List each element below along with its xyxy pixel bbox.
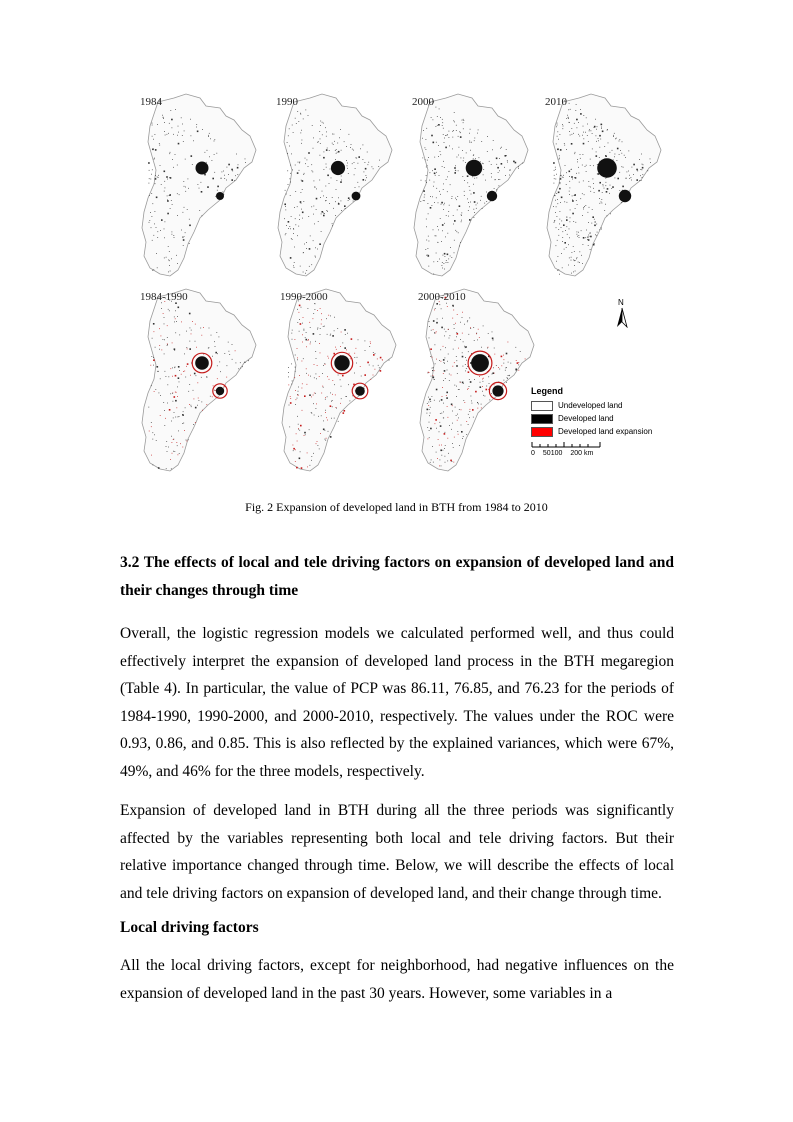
region-map bbox=[134, 287, 264, 477]
scale-bar bbox=[531, 441, 676, 457]
paragraph: Overall, the logistic regression models we calculated performed well, and thus could effectively interpret the expansion of developed land process in the BTH megaregion (Table 4). In particular, the value of PCP was 86.11, 76.85, and 76.23 for the periods of 1984-1990, 1990-2000, and 2000-2010, respectively. The values under the ROC were 0.93, 0.86, and 0.85. This is also reflected by the explained variances, which were 67%, 49%, and 46% for the three models, respectively. bbox=[120, 625, 674, 780]
region-map bbox=[134, 92, 264, 282]
map-panel-7 bbox=[412, 287, 542, 477]
section-heading: 3.2 The effects of local and tele driving factors on expansion of developed land and their changes through time bbox=[120, 554, 674, 599]
map-legend bbox=[531, 386, 676, 457]
legend-label: Developed land bbox=[558, 414, 614, 423]
legend-swatch bbox=[531, 414, 553, 424]
legend-item-expansion bbox=[531, 425, 676, 438]
legend-title: Legend bbox=[531, 386, 564, 396]
map-label: 1990 bbox=[276, 96, 298, 108]
map-label: 1984 bbox=[140, 96, 162, 108]
map-panel-5 bbox=[134, 287, 264, 477]
map-label: 2000 bbox=[412, 96, 434, 108]
map-panel-3 bbox=[406, 92, 536, 282]
legend-swatch bbox=[531, 427, 553, 437]
scale-label: 50100 bbox=[542, 450, 563, 457]
scale-label: 200 km bbox=[570, 450, 594, 457]
legend-label: Developed land expansion bbox=[558, 427, 653, 436]
scale-label: 0 bbox=[531, 450, 535, 457]
figure-caption: Fig. 2 Expansion of developed land in BTH from 1984 to 2010 bbox=[245, 500, 548, 514]
region-map bbox=[539, 92, 669, 282]
legend-swatch bbox=[531, 401, 553, 411]
map-panel-6 bbox=[274, 287, 404, 477]
map-label: 1990-2000 bbox=[280, 291, 328, 303]
figure-2 bbox=[134, 92, 674, 477]
north-arrow-icon bbox=[614, 298, 630, 328]
legend-item-developed bbox=[531, 412, 676, 425]
north-label: N bbox=[618, 298, 624, 307]
map-label: 2000-2010 bbox=[418, 291, 466, 303]
map-panel-1 bbox=[134, 92, 264, 282]
region-map bbox=[412, 287, 542, 477]
map-label: 1984-1990 bbox=[140, 291, 188, 303]
paragraph: All the local driving factors, except for neighborhood, had negative influences on the expansion of developed land in the past 30 years. However, some variables in a bbox=[120, 957, 674, 1002]
legend-label: Undeveloped land bbox=[558, 401, 623, 410]
paragraph: Expansion of developed land in BTH during all the three periods was significantly affected by the variables representing both local and tele driving factors. But their relative importance changed through time. Below, we will describe the effects of local and tele driving factors on expansion of developed land, and their change through time. bbox=[120, 802, 674, 902]
map-panel-4 bbox=[539, 92, 669, 282]
map-label: 2010 bbox=[545, 96, 567, 108]
region-map bbox=[270, 92, 400, 282]
region-map bbox=[406, 92, 536, 282]
region-map bbox=[274, 287, 404, 477]
legend-item-undeveloped bbox=[531, 399, 676, 412]
subsection-heading: Local driving factors bbox=[120, 919, 259, 936]
map-panel-2 bbox=[270, 92, 400, 282]
